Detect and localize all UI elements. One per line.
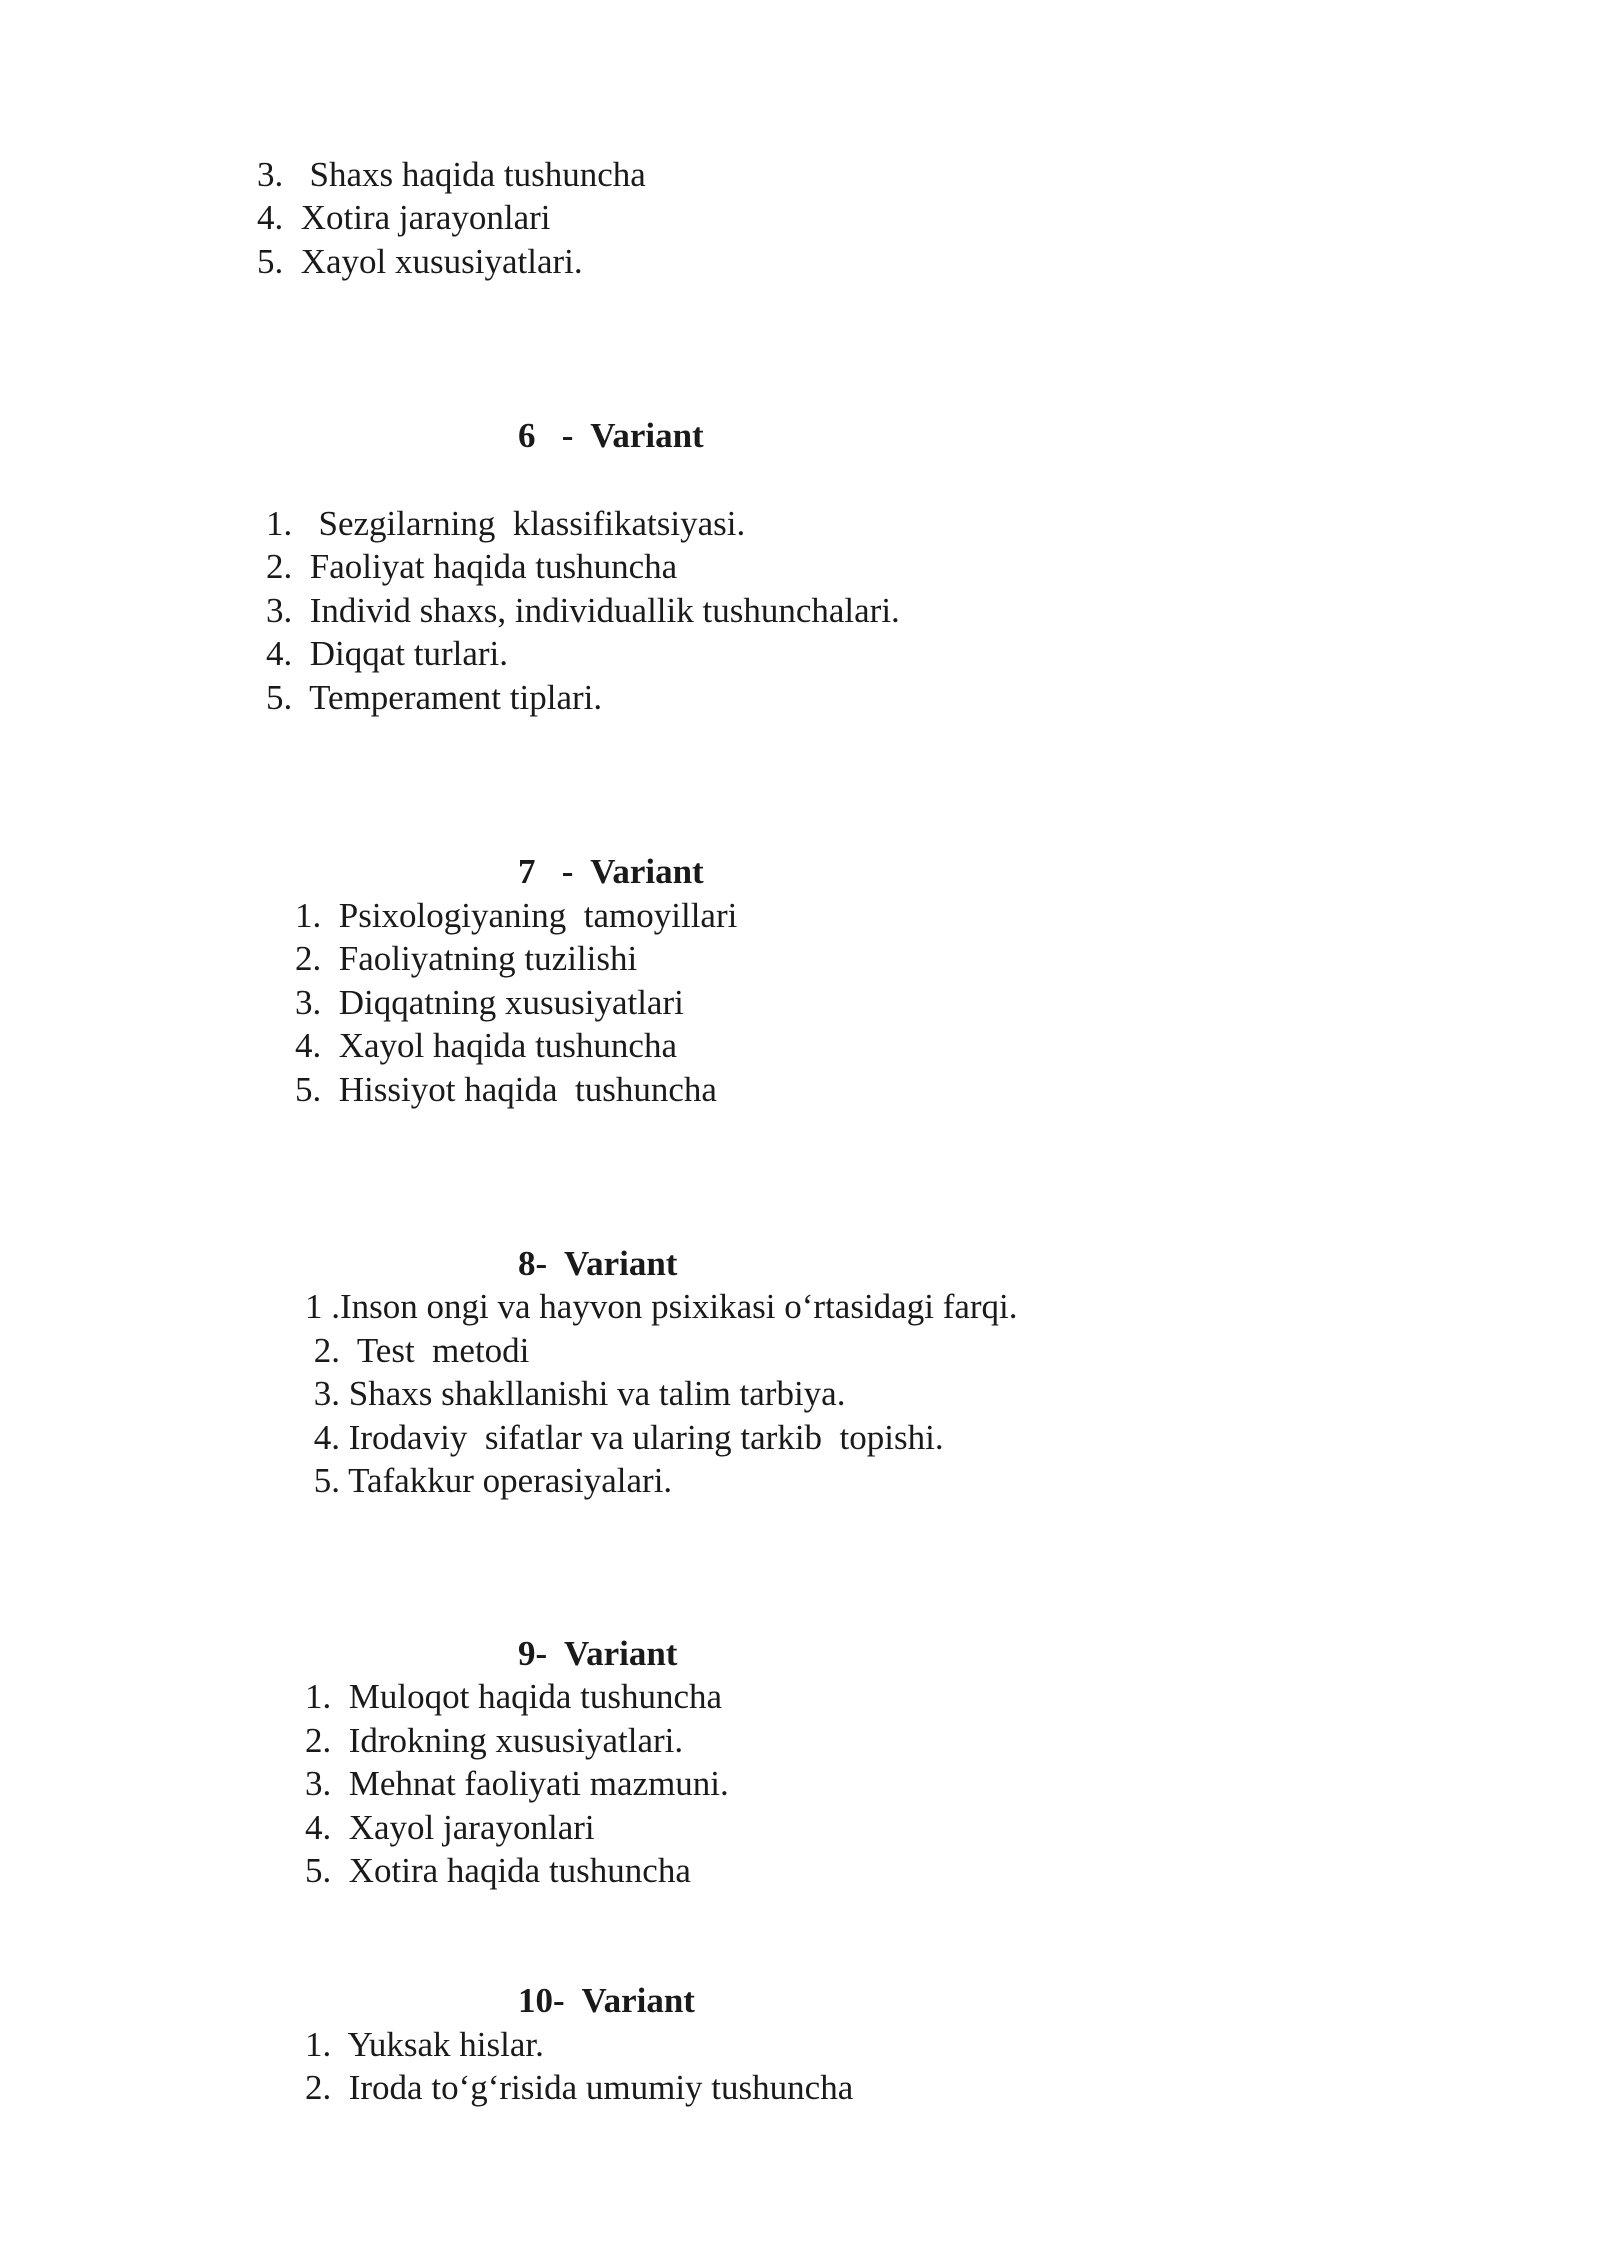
variant-heading: 7 - Variant bbox=[518, 852, 704, 891]
list-item: 5. Xotira haqida tushuncha bbox=[305, 1851, 691, 1890]
list-item: 2. Faoliyatning tuzilishi bbox=[295, 939, 638, 978]
list-item: 2. Idrokning xususiyatlari. bbox=[305, 1721, 684, 1760]
list-item: 1. Psixologiyaning tamoyillari bbox=[295, 896, 738, 935]
list-item: 3. Mehnat faoliyati mazmuni. bbox=[305, 1764, 729, 1803]
list-item: 3. Individ shaxs, individuallik tushunchalari. bbox=[266, 591, 900, 630]
variant-heading: 9- Variant bbox=[518, 1634, 678, 1673]
variant-heading: 8- Variant bbox=[518, 1244, 678, 1283]
list-item: 4. Diqqat turlari. bbox=[266, 634, 509, 673]
list-item: 4. Xayol jarayonlari bbox=[305, 1808, 595, 1847]
list-item: 3. Shaxs shakllanishi va talim tarbiya. bbox=[305, 1374, 846, 1413]
list-item: 4. Xotira jarayonlari bbox=[257, 198, 551, 237]
list-item: 5. Tafakkur operasiyalari. bbox=[305, 1461, 673, 1500]
list-item: 1. Yuksak hislar. bbox=[305, 2025, 544, 2064]
list-item: 2. Test metodi bbox=[305, 1331, 530, 1370]
list-item: 2. Faoliyat haqida tushuncha bbox=[266, 547, 678, 586]
list-item: 5. Temperament tiplari. bbox=[266, 678, 603, 717]
list-item: 4. Irodaviy sifatlar va ularing tarkib topishi. bbox=[305, 1418, 944, 1457]
list-item: 3. Shaxs haqida tushuncha bbox=[257, 155, 646, 194]
variant-heading: 6 - Variant bbox=[518, 416, 704, 455]
list-item: 1 .Inson ongi va hayvon psixikasi o‘rtasidagi farqi. bbox=[305, 1287, 1018, 1326]
variant-heading: 10- Variant bbox=[518, 1981, 695, 2020]
list-item: 5. Xayol xususiyatlari. bbox=[257, 242, 583, 281]
list-item: 2. Iroda to‘g‘risida umumiy tushuncha bbox=[305, 2068, 854, 2107]
list-item: 3. Diqqatning xususiyatlari bbox=[295, 983, 684, 1022]
list-item: 5. Hissiyot haqida tushuncha bbox=[295, 1070, 717, 1109]
list-item: 1. Sezgilarning klassifikatsiyasi. bbox=[266, 504, 746, 543]
list-item: 1. Muloqot haqida tushuncha bbox=[305, 1677, 723, 1716]
list-item: 4. Xayol haqida tushuncha bbox=[295, 1026, 677, 1065]
